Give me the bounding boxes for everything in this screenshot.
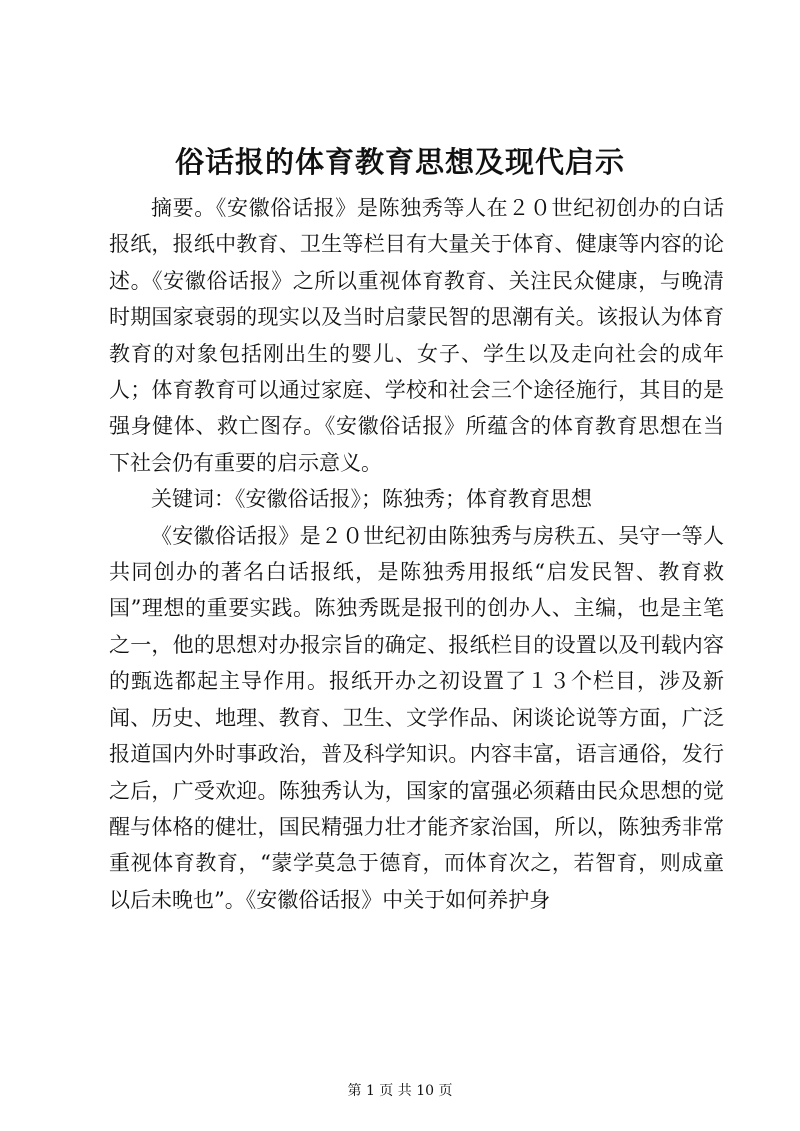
document-body — [109, 190, 724, 918]
body-paragraph: 《安徽俗话报》是２０世纪初由陈独秀与房秩五、吴守一等人共同创办的著名白话报纸，是陈独秀用报纸“启发民智、教育救国”理想的重要实践。陈独秀既是报刊的创办人、主编，也是主笔之一，他的思想对办报宗旨的确定、报纸栏目的设置以及刊载内容的甄选都起主导作用。报纸开办之初设置了１３个栏目，涉及新闻、历史、地理、教育、卫生、文学作品、闲谈论说等方面，广泛报道国内外时事政治，普及科学知识。内容丰富，语言通俗，发行之后，广受欢迎。陈独秀认为，国家的富强必须藉由民众思想的觉醒与体格的健壮，国民精强力壮才能齐家治国，所以，陈独秀非常重视体育教育，“蒙学莫急于德育，而体育次之，若智育，则成童以后未晚也”。《安徽俗话报》中关于如何养护身 — [109, 523, 724, 912]
abstract-paragraph: 摘要。《安徽俗话报》是陈独秀等人在２０世纪初创办的白话报纸，报纸中教育、卫生等栏目有大量关于体育、健康等内容的论述。《安徽俗话报》之所以重视体育教育、关注民众健康，与晚清时期国家衰弱的现实以及当时启蒙民智的思潮有关。该报认为体育教育的对象包括刚出生的婴儿、女子、学生以及走向社会的成年人；体育教育可以通过家庭、学校和社会三个途径施行，其目的是强身健体、救亡图存。《安徽俗话报》所蕴含的体育教育思想在当下社会仍有重要的启示意义。 — [109, 196, 724, 475]
keywords-paragraph: 关键词：《安徽俗话报》；陈独秀；体育教育思想 — [151, 487, 592, 512]
document-title: 俗话报的体育教育思想及现代启示 — [174, 145, 625, 179]
page-footer: 第 1 页 共 10 页 — [347, 1083, 453, 1099]
